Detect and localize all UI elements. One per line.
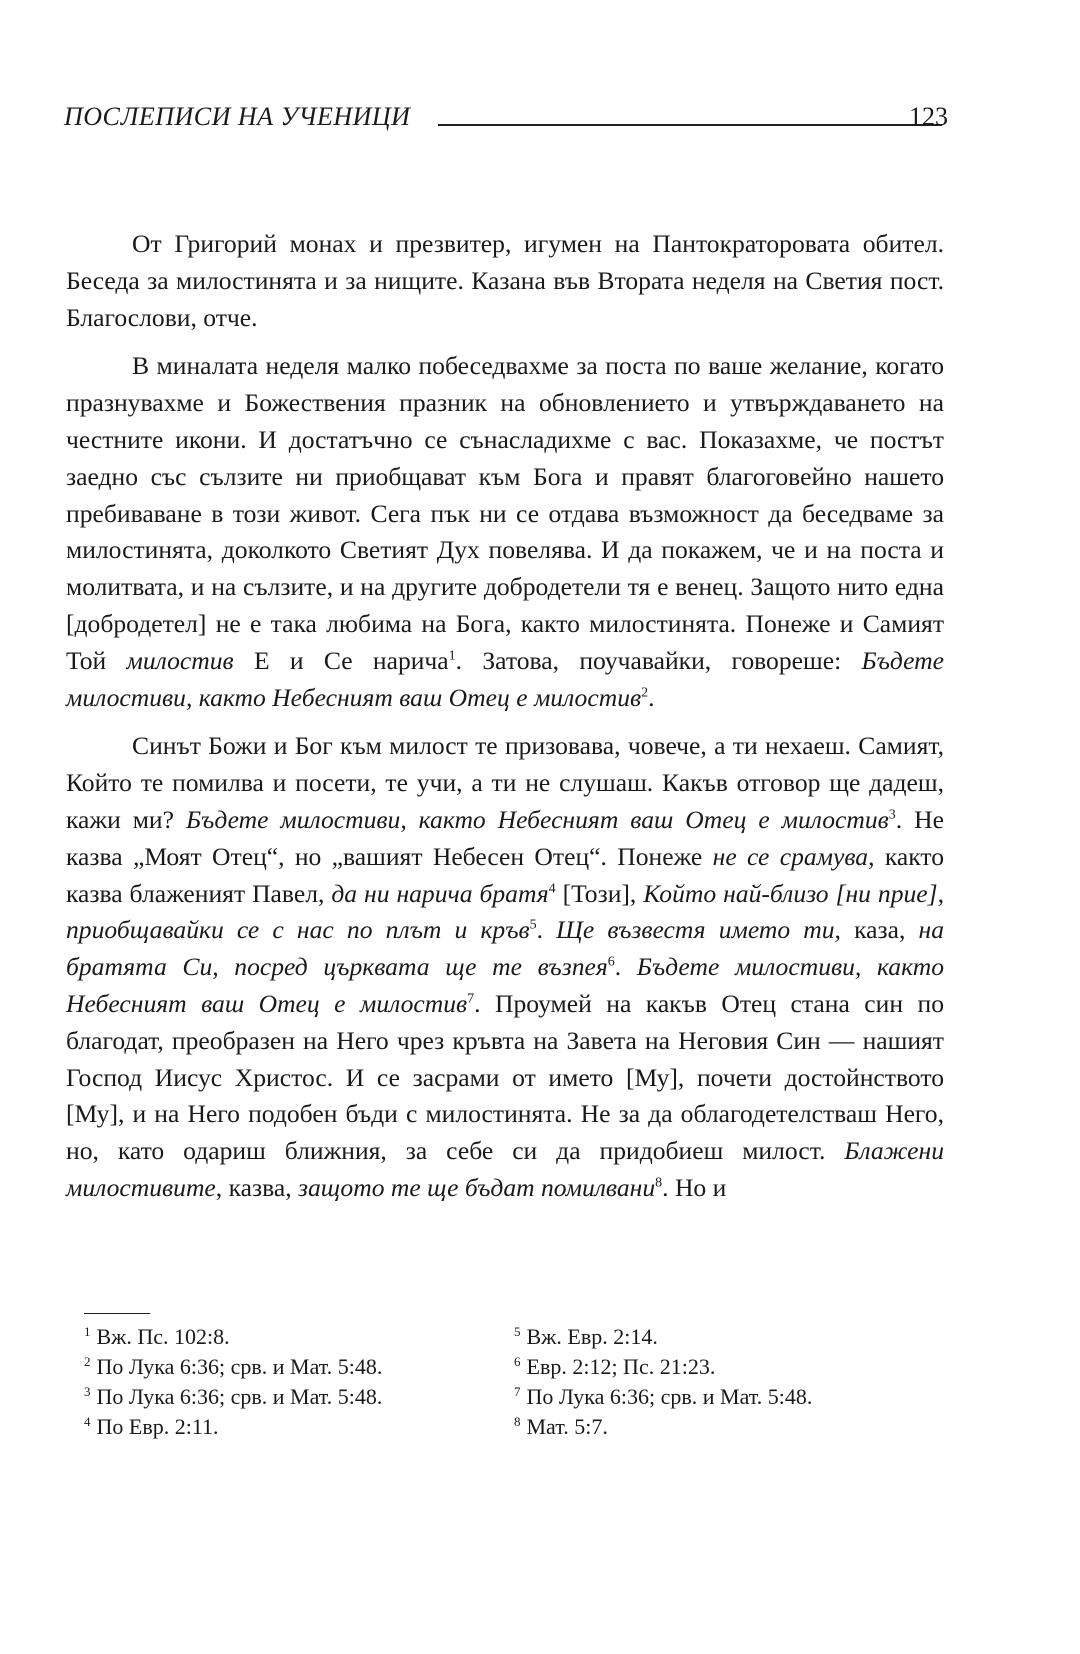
footnote-text: По Лука 6:36; срв. и Мат. 5:48. (96, 1354, 383, 1379)
text-run: . Проумей на какъв Отец стана син по благодат, преобразен на Него чрез кръвта на Завета на Неговия Син — нашият Господ Иисус Христос. И се засрами от името [Му], почети достойнството [Му], и на Него подобен бъди с милостинята. Не за да облагодетелстваш Него, но, като одариш ближния, за себе си да придобиеш милост. (66, 988, 944, 1166)
intro-paragraph: От Григорий монах и презвитер, игумен на Пантократоровата обител. Беседа за милостинята и за нищите. Казана във Втората неделя на Светия пост. Благослови, отче. (66, 229, 944, 332)
footnote (84, 1352, 504, 1382)
italic-quote: милостив (126, 645, 234, 675)
footnote (514, 1352, 934, 1382)
running-header (64, 96, 948, 136)
footnotes-right-column (514, 1322, 934, 1442)
footnote (514, 1382, 934, 1412)
footnote (84, 1412, 504, 1442)
footnote-number: 4 (84, 1413, 91, 1429)
footnote-ref: 5 (529, 917, 537, 933)
text-run: Синът Божи и Бог към милост те призовава, човече, а ти нехаеш. Самият, Който те помилва и посети, те учи, а ти не слушаш. Какъв отговор ще дадеш, кажи ми? (66, 731, 944, 834)
footnote-number: 6 (514, 1353, 521, 1369)
footnote-text: Вж. Пс. 102:8. (96, 1324, 230, 1349)
footnote-number: 8 (514, 1413, 521, 1429)
text-run: . (648, 682, 655, 712)
text-run: . Не казва „Моят Отец“, но „вашият Небесен Отец“. Понеже (66, 804, 944, 871)
running-header-title: ПОСЛЕПИСИ НА УЧЕНИЦИ (64, 102, 411, 131)
footnote-ref: 4 (548, 881, 556, 897)
footnote-text: Мат. 5:7. (526, 1414, 608, 1439)
text-run: Е и Се нарича (233, 645, 449, 675)
italic-quote: Бъдете милостиви, както Небесният ваш Отец е милостив (66, 952, 944, 1018)
text-run: . (536, 915, 557, 945)
italic-quote: Блажени милостивите (66, 1136, 944, 1202)
footnote-ref: 8 (655, 1175, 663, 1191)
text-run: [Този], (555, 878, 644, 908)
footnote-ref: 6 (607, 954, 615, 970)
paragraph-3 (66, 728, 944, 1206)
footnote (84, 1382, 504, 1412)
italic-quote: да ни нарича братя (331, 878, 549, 908)
text-run: В миналата неделя малко побеседвахме за поста по ваше желание, когато празнувахме и Божествения празник на обновлението и утвърждаването на честните икони. И достатъчно се сънасладихме с вас. Показахме, че постът заедно със сълзите ни приобщават към Бога и правят благоговейно нашето пребиваване в този живот. Сега пък ни се отдава възможност да беседваме за милостинята, доколкото Светият Дух повелява. И да покажем, че и на поста и молитвата, и на сълзите, и на другите добродетели тя е венец. Защото нито една [добродетел] не е така любима на Бога, както милостинята. Понеже и Самият Той (66, 351, 944, 675)
footnote-number: 2 (84, 1353, 91, 1369)
footnote-rule (84, 1313, 150, 1314)
italic-quote: Бъдете милостиви, както Небесният ваш Отец е милостив (185, 804, 889, 834)
footnote-text: По Лука 6:36; срв. и Мат. 5:48. (96, 1384, 383, 1409)
footnote-number: 7 (514, 1383, 521, 1399)
text-run: . Затова, поучавайки, говореше: (455, 645, 862, 675)
italic-quote: Който най-близо [ни прие], приобщавайки се с нас по плът и кръв (66, 878, 945, 945)
paragraph-2 (66, 348, 944, 716)
footnote (514, 1322, 934, 1352)
italic-quote: Ще възвестя името ти, (556, 915, 841, 945)
italic-quote: Бъдете милостиви, както Небесният ваш Отец е милостив (66, 645, 944, 712)
text-run: . (614, 952, 637, 982)
page-number: 123 (909, 102, 948, 131)
footnote-ref: 2 (641, 685, 649, 701)
footnote-text: Вж. Евр. 2:14. (526, 1324, 658, 1349)
italic-quote: защото те ще бъдат помилвани (298, 1172, 656, 1202)
header-rule (438, 124, 942, 126)
footnote-number: 3 (84, 1383, 91, 1399)
text-run: , както казва блаженият Павел, (66, 841, 944, 908)
footnote-text: Евр. 2:12; Пс. 21:23. (526, 1354, 716, 1379)
footnote-number: 1 (84, 1323, 91, 1339)
text-run: . Но и (662, 1172, 727, 1202)
footnote-number: 5 (514, 1323, 521, 1339)
footnote-text: По Евр. 2:11. (96, 1414, 219, 1439)
footnote-ref: 3 (888, 807, 896, 823)
main-text (66, 226, 944, 1219)
footnote (84, 1322, 504, 1352)
footnote-text: По Лука 6:36; срв. и Мат. 5:48. (526, 1384, 813, 1409)
footnotes-left-column (84, 1322, 504, 1442)
italic-quote: не се срамува (712, 841, 869, 871)
italic-quote: на братята Си, посред църквата ще те възпея (66, 915, 945, 982)
text-run: , казва, (215, 1172, 299, 1202)
footnote-ref: 1 (448, 648, 456, 664)
text-run: каза, (840, 915, 919, 945)
footnote-ref: 7 (467, 991, 475, 1007)
footnote (514, 1412, 934, 1442)
